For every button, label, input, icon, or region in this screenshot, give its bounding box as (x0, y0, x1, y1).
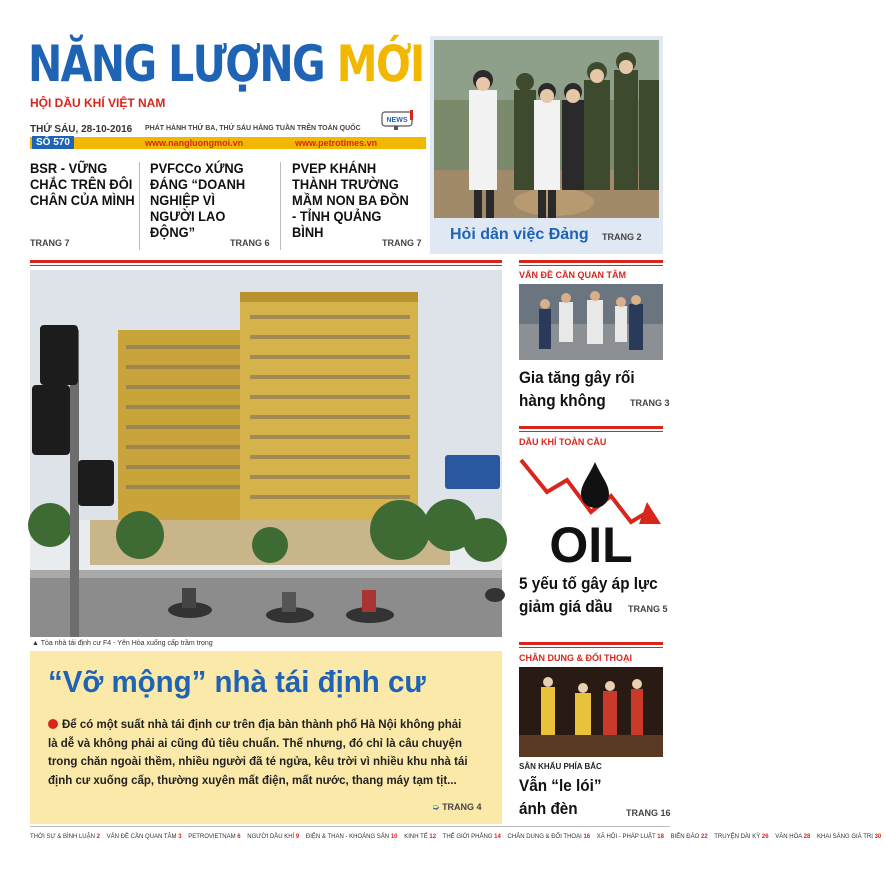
sidebar-page-aviation: TRANG 3 (630, 398, 670, 408)
oil-price-graphic (519, 452, 663, 573)
website-link-petrotimes[interactable]: www.petrotimes.vn (295, 138, 378, 148)
lead-line: là dễ và không phải ai cũng đủ tiêu chuẩn. Thế nhưng, đó chỉ là câu chuyện (48, 737, 463, 750)
section-index-item[interactable]: KINH TẾ 12 (404, 834, 437, 840)
section-rule (30, 260, 502, 263)
sidebar-label-global-oil: DẦU KHÍ TOÀN CẦU (519, 437, 607, 447)
teaser-page: TRANG 7 (30, 238, 70, 248)
main-story-photo (30, 270, 502, 637)
lead-page-ref: ➭ TRANG 4 (432, 802, 482, 812)
teaser-page: TRANG 6 (230, 238, 270, 248)
teaser-page: TRANG 7 (382, 238, 422, 248)
feature-photo (434, 40, 659, 218)
section-index-item[interactable]: VẤN ĐỀ CẦN QUAN TÂM 3 (106, 834, 182, 840)
lead-line: Để có một suất nhà tái định cư trên địa bàn thành phố Hà Nội không phải (48, 716, 496, 735)
teaser-pvep[interactable] (292, 160, 424, 254)
issue-number: SỐ 570 (32, 136, 74, 149)
newspaper-subtitle: HỘI DẦU KHÍ VIỆT NAM (30, 96, 166, 110)
section-index-item[interactable]: BIỂN ĐẢO 22 (670, 834, 708, 840)
sidebar-rule-thin (519, 647, 663, 648)
theatre-photo (519, 667, 663, 757)
sidebar-page-theatre: TRANG 16 (626, 808, 671, 818)
section-index-item[interactable]: NGƯỜI DẦU KHÍ 9 (247, 834, 300, 840)
section-index-item[interactable]: XÃ HỘI - PHÁP LUẬT 18 (596, 834, 664, 840)
feature-box[interactable] (430, 36, 663, 254)
column-divider (280, 162, 281, 250)
teaser-title: BSR - VỮNG CHẮC TRÊN ĐÔI CHÂN CỦA MÌNH (30, 160, 135, 208)
sidebar-title-oil-price[interactable]: 5 yếu tố gây áp lực giảm giá dầu (519, 574, 658, 616)
section-index-item[interactable]: PETROVIETNAM 6 (188, 834, 241, 840)
arrow-logo-icon: ➭ (432, 802, 440, 812)
bullet-dot-icon (48, 719, 58, 729)
oil-text: OIL (549, 517, 633, 573)
airport-photo (519, 284, 663, 360)
section-index-item[interactable]: ĐIỆN & THAN - KHOÁNG SẢN 10 (305, 834, 398, 840)
news-badge-text: NEWS (386, 117, 408, 124)
lead-headline: “Vỡ mộng” nhà tái định cư (48, 664, 426, 699)
feature-caption: Hỏi dân việc Đảng (450, 226, 589, 243)
sidebar-title-aviation[interactable]: Gia tăng gây rối hàng không (519, 368, 635, 410)
sidebar-page-oil: TRANG 5 (628, 604, 668, 614)
teaser-title: PVEP KHÁNH THÀNH TRƯỜNG MẦM NON BA ĐỒN - TỈNH QUẢNG BÌNH (292, 160, 409, 240)
teaser-bsr[interactable] (30, 160, 138, 254)
teaser-title: PVFCCo XỨNG ĐÁNG “DOANH NGHIỆP VÌ NGƯỜI LAO ĐỘNG” (150, 160, 246, 240)
footer-rule (30, 826, 670, 827)
lead-body (48, 716, 496, 790)
photo-caption: ▲ Tòa nhà tái định cư F4 - Yên Hòa xuống cấp trầm trọng (32, 640, 213, 647)
sidebar-label-portrait: CHÂN DUNG & ĐỐI THOẠI (519, 653, 632, 663)
sidebar-title-theatre[interactable]: Vẫn “le lói” ánh đèn (519, 776, 602, 818)
sidebar-rule (519, 260, 663, 263)
sidebar-kicker: SÂN KHẤU PHÍA BẮC (519, 762, 602, 771)
column-divider (139, 162, 140, 250)
section-index-item[interactable]: CHÂN DUNG & ĐỐI THOẠI 16 (507, 834, 591, 840)
teaser-pvfcco[interactable] (150, 160, 276, 254)
section-rule-thin (30, 265, 502, 266)
issue-date: THỨ SÁU, 28-10-2016 (30, 124, 133, 135)
lead-line: trong chăn ngoài thềm, nhiều người đã té ngửa, kêu trời vì nhiều khu nhà tái (48, 756, 468, 768)
sidebar-label-issues: VẤN ĐỀ CẦN QUAN TÂM (519, 270, 626, 280)
sidebar-rule-thin (519, 431, 663, 432)
issue-info-bar (30, 124, 426, 150)
website-link-nangluongmoi[interactable]: www.nangluongmoi.vn (145, 138, 244, 148)
sidebar-rule (519, 642, 663, 645)
section-index (30, 831, 882, 843)
newspaper-title: NĂNG LƯỢNG MỚI (28, 35, 424, 93)
section-index-item[interactable]: THẾ GIỚI PHẲNG 14 (442, 834, 501, 840)
section-index-item[interactable]: KHAI SÁNG GIÁ TRỊ 30 (817, 834, 882, 840)
release-schedule: PHÁT HÀNH THỨ BA, THỨ SÁU HẰNG TUẦN TRÊN TOÀN QUỐC (145, 125, 361, 132)
feature-page: TRANG 2 (602, 232, 642, 242)
sidebar-rule-thin (519, 265, 663, 266)
section-index-item[interactable]: VĂN HÓA 28 (775, 834, 811, 840)
sidebar-rule (519, 426, 663, 429)
section-index-item[interactable]: TRUYỆN DÀI KỲ 26 (714, 834, 769, 840)
lead-line: định cư xuống cấp, thường xuyên mất điện, mất nước, thang máy tạm tịt... (48, 774, 457, 787)
section-index-item[interactable]: THỜI SỰ & BÌNH LUẬN 2 (30, 834, 100, 840)
